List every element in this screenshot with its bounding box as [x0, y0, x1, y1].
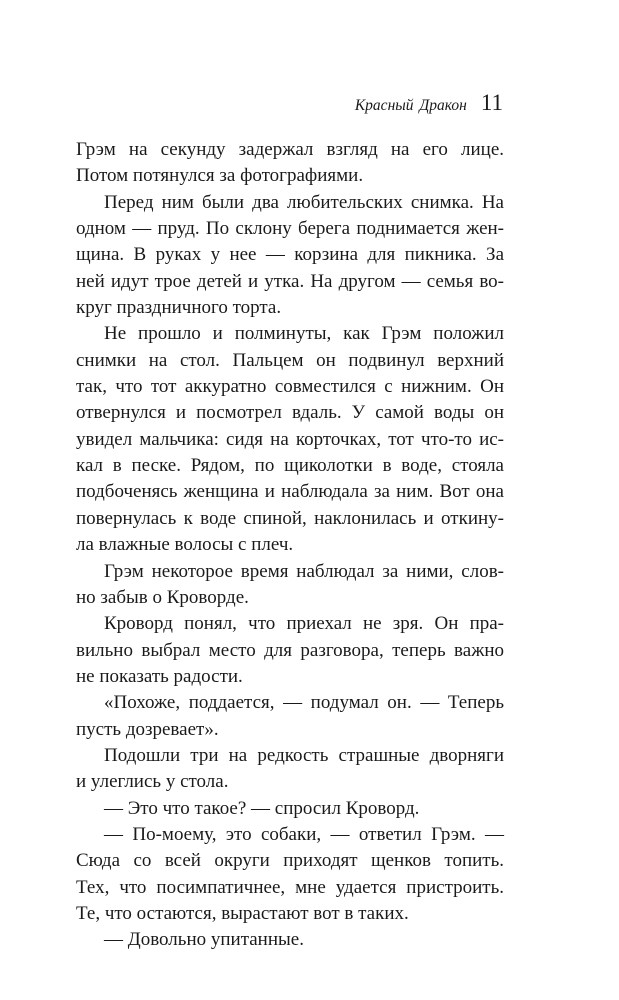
text-line: отвернулся и посмотрел вдаль. У самой воды он	[76, 402, 504, 424]
text-line: Не прошло и полминуты, как Грэм положил	[104, 323, 504, 345]
text-line: подбоченясь женщина и наблюдала за ним. Вот она	[76, 481, 504, 503]
text-line: Грэм на секунду задержал взгляд на его лице.	[76, 139, 504, 160]
text-line: но забыв о Кроворде.	[76, 586, 249, 608]
text-line: повернулась к воде спиной, наклонилась и откину-	[76, 507, 504, 529]
text-line: круг праздничного торта.	[76, 297, 282, 319]
text-line: Сюда со всей округи приходят щенков топить.	[76, 850, 504, 872]
body-text	[76, 137, 504, 954]
text-line: щина. В руках у нее — корзина для пикника. За	[76, 244, 504, 266]
text-line: и улеглись у стола.	[76, 771, 229, 793]
text-line: Тех, что посимпатичнее, мне удается пристроить.	[76, 876, 504, 898]
text-line: Потом потянулся за фотографиями.	[76, 165, 364, 187]
text-line: «Похоже, поддается, — подумал он. — Теперь	[104, 692, 504, 714]
running-title: Красный Дракон	[354, 97, 467, 114]
text-line: кал в песке. Рядом, по щиколотки в воде, стояла	[76, 455, 504, 477]
text-line: увидел мальчика: сидя на корточках, тот что-то ис-	[76, 428, 504, 450]
text-line: вильно выбрал место для разговора, теперь важно	[76, 639, 504, 661]
text-line: ней идут трое детей и утка. На другом — семья во-	[76, 270, 504, 292]
text-line: не показать радости.	[76, 665, 243, 687]
text-line: — Довольно упитанные.	[104, 929, 304, 951]
page-number: 11	[480, 90, 503, 115]
text-line: ла влажные волосы с плеч.	[76, 534, 294, 556]
text-line: Те, что остаются, вырастают вот в таких.	[76, 902, 409, 924]
text-line: Перед ним были два любительских снимка. На	[104, 191, 504, 213]
text-line: пусть дозревает».	[76, 718, 219, 740]
running-head	[355, 90, 503, 116]
text-line: снимки на стол. Пальцем он подвинул верхний	[76, 349, 504, 371]
text-line: Кроворд понял, что приехал не зря. Он пра-	[104, 613, 504, 635]
text-line: так, что тот аккуратно совместился с нижним. Он	[76, 376, 504, 398]
text-line: — Это что такое? — спросил Кроворд.	[104, 797, 420, 819]
text-line: Грэм некоторое время наблюдал за ними, слов-	[104, 560, 504, 582]
text-line: — По-моему, это собаки, — ответил Грэм. —	[104, 823, 504, 845]
text-line: Подошли три на редкость страшные дворняги	[104, 744, 504, 766]
text-line: одном — пруд. По склону берега поднимается жен-	[76, 218, 504, 240]
